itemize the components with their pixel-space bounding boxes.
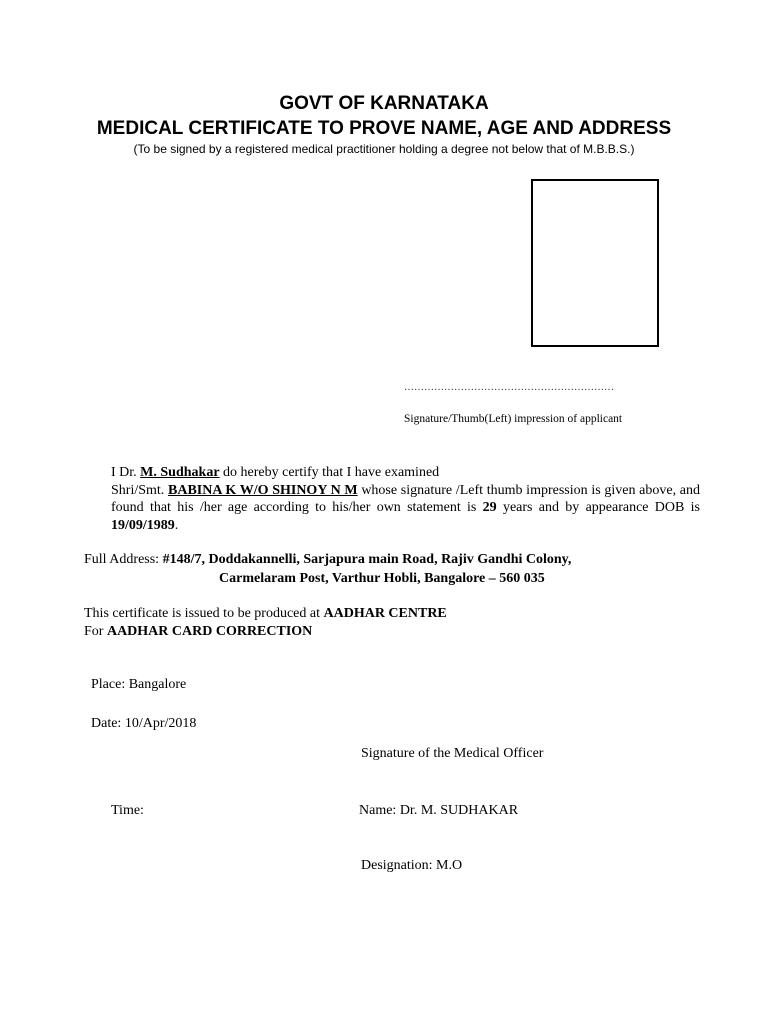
- signature-dotted-line: ………………………………………………………: [404, 382, 614, 393]
- certificate-header: [0, 92, 768, 156]
- medical-officer-signature-label: Signature of the Medical Officer: [361, 746, 544, 761]
- address-value-1: #148/7, Doddakannelli, Sarjapura main Road, Rajiv Gandhi Colony,: [162, 552, 572, 567]
- applicant-details: Shri/Smt. BABINA K W/O SHINOY N M whose signature /Left thumb impression is given above, and found that his /her age according to his/her own statement is 29 years and by appearance DOB is 19/09/1989.: [111, 482, 700, 533]
- officer-name-field: Name: Dr. M. SUDHAKAR: [359, 803, 519, 818]
- applicant-age: 29: [482, 500, 497, 515]
- place-field: Place: Bangalore: [91, 677, 187, 692]
- applicant-dob: 19/09/1989: [111, 517, 175, 533]
- time-field: Time:: [111, 803, 144, 818]
- issued-for-line: This certificate is issued to be produced at AADHAR CENTRE: [84, 606, 447, 621]
- certificate-title: MEDICAL CERTIFICATE TO PROVE NAME, AGE AND ADDRESS: [96, 118, 672, 139]
- certify-line: I Dr. M. Sudhakar do hereby certify that I have examined: [111, 465, 440, 480]
- address-line-1: [84, 551, 571, 569]
- doctor-name: M. Sudhakar: [140, 465, 220, 480]
- purpose-line: For AADHAR CARD CORRECTION: [84, 624, 313, 639]
- date-field: Date: 10/Apr/2018: [91, 716, 197, 731]
- signing-instruction: (To be signed by a registered medical practitioner holding a degree not below that of M.B.B.S.): [133, 142, 635, 156]
- address-line-2: Carmelaram Post, Varthur Hobli, Bangalore – 560 035: [219, 571, 545, 586]
- govt-title: GOVT OF KARNATAKA: [279, 93, 489, 114]
- applicant-signature-caption: Signature/Thumb(Left) impression of applicant: [404, 413, 623, 425]
- address-label: Full Address:: [84, 552, 163, 567]
- correction-reason: AADHAR CARD CORRECTION: [106, 624, 313, 639]
- certification-paragraph: [111, 464, 700, 534]
- photo-box: [531, 179, 659, 347]
- aadhar-centre: AADHAR CENTRE: [323, 606, 447, 621]
- designation-field: Designation: M.O: [361, 858, 463, 873]
- applicant-name: BABINA K W/O SHINOY N M: [168, 482, 358, 498]
